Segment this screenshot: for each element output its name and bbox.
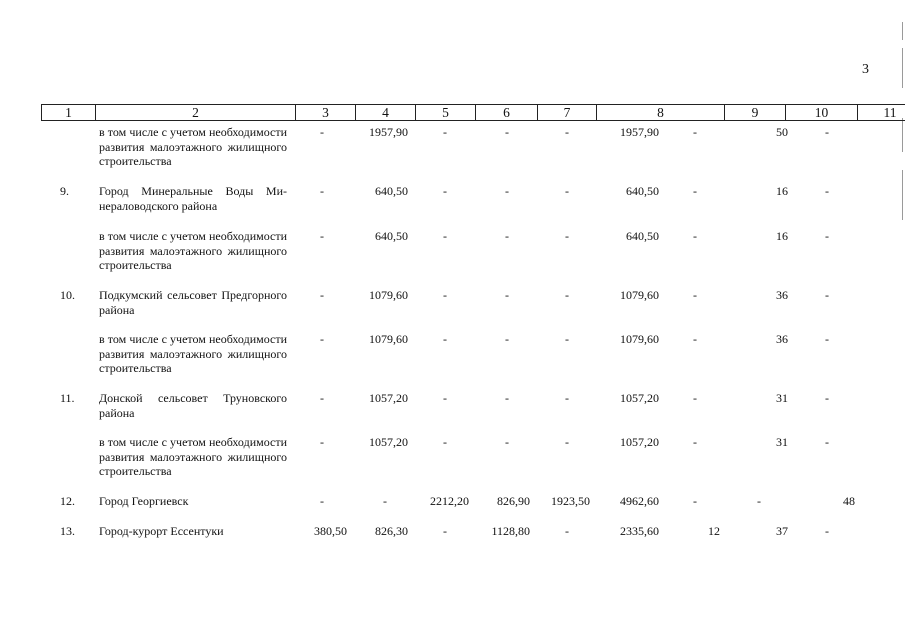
column-header: 11 (883, 105, 897, 120)
cell-col7: - (565, 288, 569, 302)
cell-col10: 36 (776, 332, 788, 346)
cell-col10: 16 (776, 229, 788, 243)
cell-col8: 2335,60 (620, 524, 659, 538)
cell-col5: - (443, 435, 447, 449)
cell-col11: - (825, 391, 829, 405)
page-number: 3 (862, 62, 869, 77)
cell-col11: - (825, 332, 829, 346)
cell-col3: - (320, 391, 324, 405)
cell-col3: - (320, 125, 324, 139)
scan-edge-mark (902, 170, 903, 220)
column-header: 6 (476, 105, 538, 120)
cell-col4: 826,30 (375, 524, 408, 538)
cell-col3: - (320, 229, 324, 243)
cell-col10: 50 (776, 125, 788, 139)
cell-col9: - (693, 184, 697, 198)
cell-col3: - (320, 288, 324, 302)
column-header: 1 (42, 105, 96, 120)
cell-col11: 48 (843, 494, 855, 508)
cell-col6: - (505, 391, 509, 405)
cell-col8: 640,50 (626, 184, 659, 198)
row-label: Подкумский сельсовет Предгорного района (99, 288, 287, 317)
cell-col7: 1923,50 (551, 494, 590, 508)
row-number: 9. (60, 184, 69, 198)
cell-col5: - (443, 391, 447, 405)
cell-col7: - (565, 184, 569, 198)
cell-col4: 1079,60 (369, 288, 408, 302)
row-label: Город Георгиевск (99, 494, 189, 508)
column-header: 10 (786, 105, 858, 120)
cell-col10: 16 (776, 184, 788, 198)
cell-col5: - (443, 125, 447, 139)
column-header: 7 (538, 105, 597, 120)
row-label: Город-курорт Ессентуки (99, 524, 224, 538)
cell-col7: - (565, 435, 569, 449)
cell-col8: 4962,60 (620, 494, 659, 508)
cell-col7: - (565, 229, 569, 243)
column-header: 2 (96, 105, 296, 120)
cell-col5: - (443, 332, 447, 346)
row-label: в том числе с учетом необходимости развития малоэтажного жилищного строительства (99, 229, 287, 272)
cell-col6: - (505, 184, 509, 198)
cell-col8: 1057,20 (620, 391, 659, 405)
cell-col6: - (505, 288, 509, 302)
cell-col10: 31 (776, 435, 788, 449)
cell-col4: - (383, 494, 387, 508)
column-header: 9 (725, 105, 786, 120)
cell-col9: 12 (708, 524, 720, 538)
cell-col5: 2212,20 (430, 494, 469, 508)
cell-col4: 1057,20 (369, 391, 408, 405)
column-header: 3 (296, 105, 356, 120)
cell-col7: - (565, 524, 569, 538)
cell-col10: - (757, 494, 761, 508)
cell-col9: - (693, 494, 697, 508)
cell-col9: - (693, 391, 697, 405)
row-label: в том числе с учетом необходимости развития малоэтажного жилищного строительства (99, 332, 287, 375)
cell-col7: - (565, 125, 569, 139)
cell-col5: - (443, 229, 447, 243)
scan-edge-mark (902, 22, 903, 40)
cell-col8: 640,50 (626, 229, 659, 243)
cell-col3: - (320, 494, 324, 508)
cell-col3: - (320, 332, 324, 346)
cell-col8: 1079,60 (620, 288, 659, 302)
cell-col4: 640,50 (375, 184, 408, 198)
cell-col10: 31 (776, 391, 788, 405)
cell-col11: - (825, 229, 829, 243)
row-number: 12. (60, 494, 75, 508)
cell-col6: 1128,80 (491, 524, 530, 538)
cell-col3: 380,50 (314, 524, 347, 538)
row-label: Донской сельсовет Труновского района (99, 391, 287, 420)
cell-col8: 1079,60 (620, 332, 659, 346)
cell-col9: - (693, 332, 697, 346)
cell-col6: 826,90 (497, 494, 530, 508)
cell-col9: - (693, 125, 697, 139)
cell-col6: - (505, 435, 509, 449)
table-header-row (41, 104, 905, 121)
cell-col5: - (443, 524, 447, 538)
cell-col11: - (825, 125, 829, 139)
cell-col4: 1079,60 (369, 332, 408, 346)
row-number: 10. (60, 288, 75, 302)
row-number: 13. (60, 524, 75, 538)
cell-col10: 36 (776, 288, 788, 302)
row-number: 11. (60, 391, 75, 405)
cell-col4: 1057,20 (369, 435, 408, 449)
row-label: Город Минеральные Воды Минераловодского района (99, 184, 287, 213)
scan-edge-mark (902, 48, 903, 88)
cell-col11: - (825, 184, 829, 198)
cell-col5: - (443, 184, 447, 198)
cell-col9: - (693, 229, 697, 243)
cell-col10: 37 (776, 524, 788, 538)
cell-col6: - (505, 229, 509, 243)
cell-col6: - (505, 125, 509, 139)
cell-col4: 1957,90 (369, 125, 408, 139)
cell-col11: - (825, 435, 829, 449)
column-header: 4 (356, 105, 416, 120)
cell-col9: - (693, 288, 697, 302)
row-label: в том числе с учетом необходимости развития малоэтажного жилищного строительства (99, 435, 287, 478)
cell-col11: - (825, 524, 829, 538)
cell-col3: - (320, 184, 324, 198)
cell-col11: - (825, 288, 829, 302)
column-header: 8 (597, 105, 725, 120)
cell-col3: - (320, 435, 324, 449)
cell-col8: 1057,20 (620, 435, 659, 449)
cell-col8: 1957,90 (620, 125, 659, 139)
cell-col9: - (693, 435, 697, 449)
cell-col4: 640,50 (375, 229, 408, 243)
cell-col7: - (565, 332, 569, 346)
cell-col6: - (505, 332, 509, 346)
column-header: 5 (416, 105, 476, 120)
row-label: в том числе с учетом необходимости развития малоэтажного жилищного строительства (99, 125, 287, 168)
cell-col5: - (443, 288, 447, 302)
scan-edge-mark (902, 118, 903, 152)
cell-col7: - (565, 391, 569, 405)
